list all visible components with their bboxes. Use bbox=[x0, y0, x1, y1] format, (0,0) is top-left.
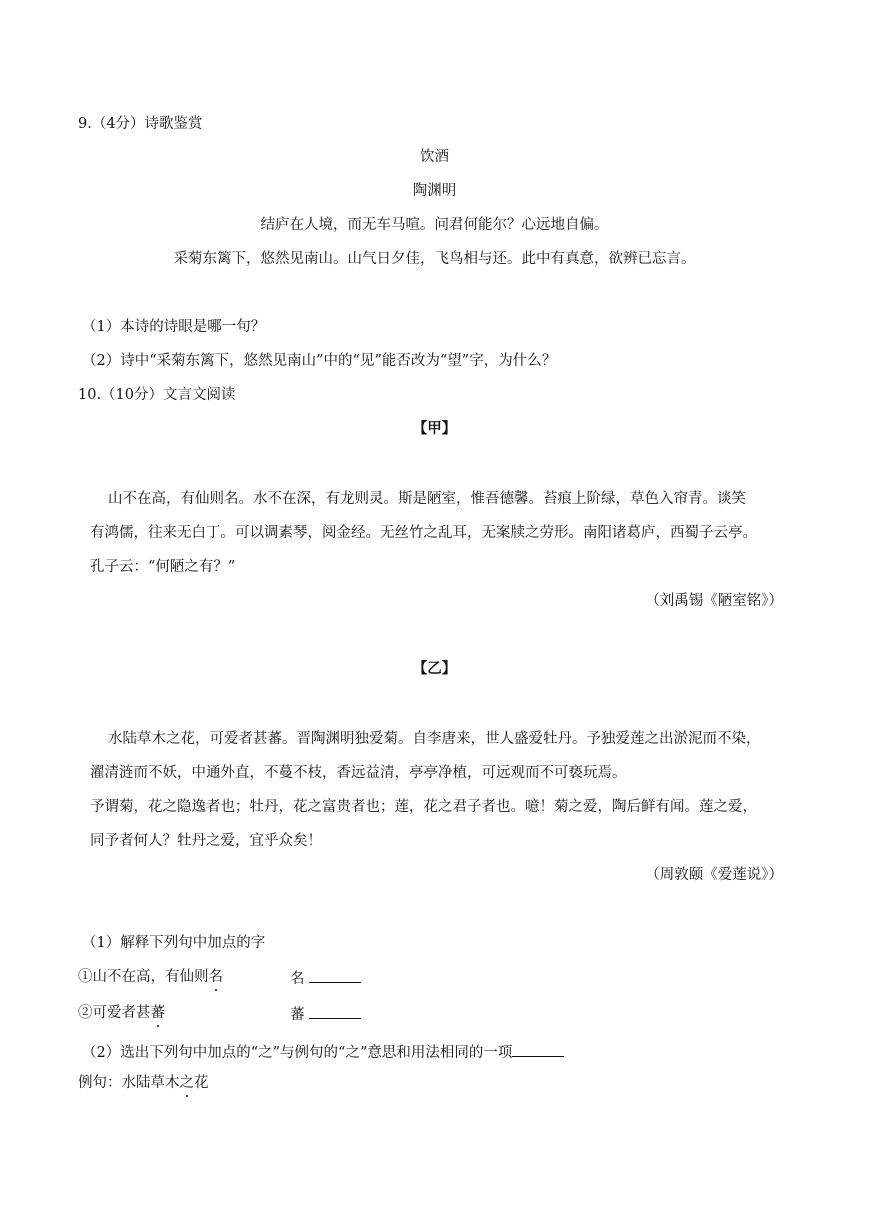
item-2-answer bbox=[290, 1004, 361, 1024]
question-10-sub-2-text: （2）选出下列句中加点的“之”与例句的“之”意思和用法相同的一项 bbox=[82, 1045, 513, 1061]
item-1-answer bbox=[290, 968, 361, 988]
passage-jia-line-3: 孔子云：“何陋之有？” bbox=[90, 559, 236, 575]
passage-yi-line-3: 予谓菊，花之隐逸者也；牡丹，花之富贵者也；莲，花之君子者也。噫！菊之爱，陶后鲜有闻。莲之爱， bbox=[90, 799, 757, 815]
item-2-dotted-char: 蕃 bbox=[150, 1005, 165, 1021]
item-2-text: ②可爱者甚 bbox=[78, 1005, 151, 1021]
question-10-header: 10.（10分）文言文阅读 bbox=[78, 387, 236, 403]
passage-yi-line-2: 濯清涟而不妖，中通外直，不蔓不枝，香远益清，亭亭净植，可远观而不可亵玩焉。 bbox=[90, 765, 627, 781]
example-dotted-char: 之 bbox=[179, 1075, 194, 1091]
question-10-sub-1: （1）解释下列句中加点的字 bbox=[82, 935, 266, 951]
passage-yi-line-1: 水陆草木之花，可爱者甚蕃。晋陶渊明独爱菊。自李唐来，世人盛爱牡丹。予独爱莲之出淤泥而不染， bbox=[108, 731, 761, 747]
item-2-word: 蕃 bbox=[290, 1007, 305, 1023]
item-2-blank[interactable] bbox=[309, 1004, 361, 1019]
passage-jia-title: 【甲】 bbox=[412, 420, 457, 437]
item-1-dotted-char: 名 bbox=[208, 969, 223, 985]
sub-2-blank[interactable] bbox=[512, 1042, 564, 1057]
question-10-sub-2 bbox=[82, 1042, 564, 1062]
passage-jia-line-2: 有鸿儒，往来无白丁。可以调素琴，阅金经。无丝竹之乱耳，无案牍之劳形。南阳诸葛庐，西蜀子云亭。 bbox=[90, 525, 757, 541]
passage-yi-source: （周敦颐《爱莲说》） bbox=[645, 867, 783, 883]
question-9-header: 9.（4分）诗歌鉴赏 bbox=[78, 116, 203, 132]
passage-jia-line-1: 山不在高，有仙则名。水不在深，有龙则灵。斯是陋室，惟吾德馨。苔痕上阶绿，草色入帘青。谈笑 bbox=[108, 491, 746, 507]
item-1-text: ①山不在高，有仙则 bbox=[78, 969, 209, 985]
example-text: 例句：水陆草木 bbox=[78, 1075, 180, 1091]
poem-title: 饮酒 bbox=[420, 149, 449, 165]
question-9-sub-2: （2）诗中“采菊东篱下，悠然见南山”中的“见”能否改为“望”字，为什么？ bbox=[82, 353, 557, 369]
poem-author: 陶渊明 bbox=[412, 183, 457, 199]
item-2 bbox=[78, 1004, 165, 1022]
item-1-word: 名 bbox=[290, 971, 305, 987]
passage-jia-source: （刘禹锡《陋室铭》） bbox=[645, 593, 783, 609]
example-tail: 花 bbox=[194, 1075, 209, 1091]
question-9-sub-1: （1）本诗的诗眼是哪一句？ bbox=[82, 319, 266, 335]
item-1 bbox=[78, 968, 223, 986]
passage-yi-line-4: 同予者何人？牡丹之爱，宜乎众矣！ bbox=[90, 833, 322, 849]
item-1-blank[interactable] bbox=[309, 968, 361, 983]
poem-line-2: 采菊东篱下，悠然见南山。山气日夕佳，飞鸟相与还。此中有真意，欲辨已忘言。 bbox=[173, 251, 696, 267]
passage-yi-title: 【乙】 bbox=[412, 660, 457, 677]
example-sentence bbox=[78, 1074, 209, 1092]
poem-line-1: 结庐在人境，而无车马喧。问君何能尔？心远地自偏。 bbox=[260, 217, 609, 233]
